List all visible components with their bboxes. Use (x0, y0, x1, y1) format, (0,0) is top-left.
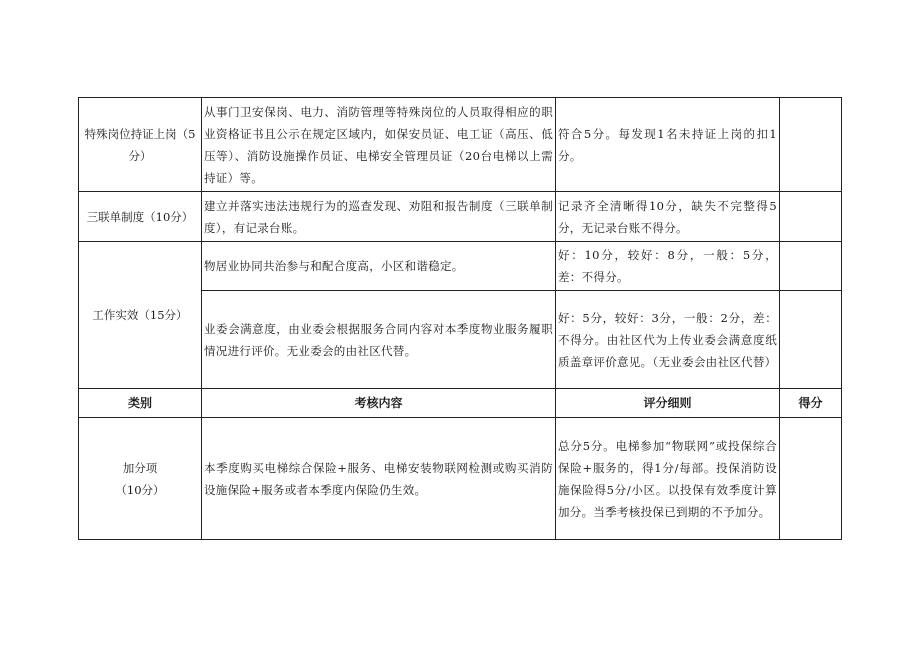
points-cell[interactable] (780, 418, 842, 540)
points-cell[interactable] (780, 291, 842, 389)
content-cell: 业委会满意度，由业委会根据服务合同内容对本季度物业服务履职情况进行评价。无业委会的由社区代替。 (202, 291, 556, 389)
table-row (79, 242, 842, 291)
content-cell: 物居业协同共治参与和配合度高，小区和谐稳定。 (202, 242, 556, 291)
points-cell[interactable] (780, 242, 842, 291)
category-cell: 三联单制度（10分） (79, 192, 202, 242)
points-cell[interactable] (780, 98, 842, 192)
table-row (79, 98, 842, 192)
category-cell: 工作实效（15分） (79, 242, 202, 389)
bonus-category-points: （10分） (115, 482, 165, 497)
score-cell: 好：10分，较好：8分，一般：5分，差：不得分。 (556, 242, 780, 291)
score-cell: 好：5分，较好：3分，一般：2分，差：不得分。由社区代为上传业委会满意度纸质盖章评价意见。（无业委会由社区代替） (556, 291, 780, 389)
header-category: 类别 (79, 389, 202, 418)
bonus-category-title: 加分项 (122, 460, 158, 475)
table-header-row (79, 389, 842, 418)
content-cell: 建立并落实违法违规行为的巡查发现、劝阻和报告制度（三联单制度），有记录台账。 (202, 192, 556, 242)
table-row (79, 192, 842, 242)
category-cell (79, 418, 202, 540)
table-row (79, 418, 842, 540)
header-points: 得分 (780, 389, 842, 418)
score-cell: 总分5分。电梯参加“物联网”或投保综合保险+服务的，得1分/每部。投保消防设施保险得5分/小区。以投保有效季度计算加分。当季考核投保已到期的不予加分。 (556, 418, 780, 540)
assessment-table (78, 97, 842, 540)
category-cell: 特殊岗位持证上岗（5分） (79, 98, 202, 192)
points-cell[interactable] (780, 192, 842, 242)
score-cell: 符合5分。每发现1名未持证上岗的扣1分。 (556, 98, 780, 192)
header-scoring-rules: 评分细则 (556, 389, 780, 418)
content-cell: 本季度购买电梯综合保险+服务、电梯安装物联网检测或购买消防设施保险+服务或者本季度内保险仍生效。 (202, 418, 556, 540)
header-content: 考核内容 (202, 389, 556, 418)
score-cell: 记录齐全清晰得10分，缺失不完整得5分，无记录台账不得分。 (556, 192, 780, 242)
content-cell: 从事门卫安保岗、电力、消防管理等特殊岗位的人员取得相应的职业资格证书且公示在规定区域内，如保安员证、电工证（高压、低压等）、消防设施操作员证、电梯安全管理员证（20台电梯以上需持证）等。 (202, 98, 556, 192)
